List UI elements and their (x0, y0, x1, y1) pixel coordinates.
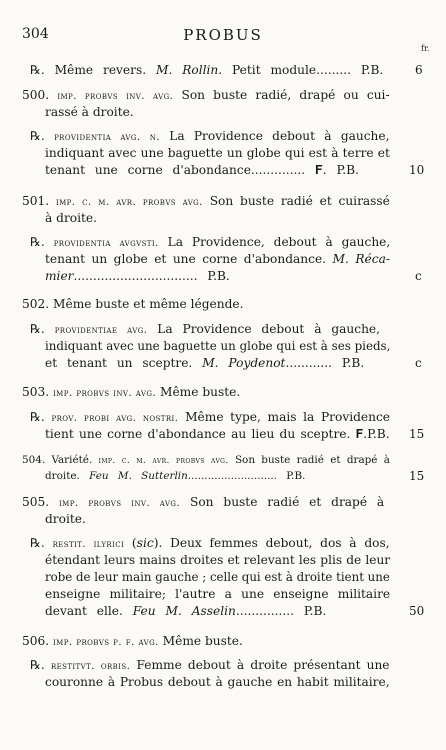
line-segment: La Providence debout à gauche, (160, 129, 390, 143)
legend-inscription: restitvt. orbis. (50, 660, 131, 672)
text-line (22, 494, 384, 511)
line-segment: La Providence, debout à gauche, (158, 235, 391, 249)
line-segment: Même buste. (156, 385, 241, 399)
price-value: 15 (409, 427, 425, 441)
text-line (30, 657, 390, 674)
line-segment: robe de leur main gauche ; celle qui est à droite tient une (45, 570, 390, 584)
line-segment: Femme debout à droite présentant une (130, 658, 390, 672)
line-segment: ℞. (30, 410, 52, 424)
legend-inscription: providentia avgvsti. (53, 237, 159, 249)
price-value: 6 (415, 63, 423, 77)
legend-inscription: providentiae avg. (54, 324, 148, 336)
text-line (45, 674, 390, 690)
line-segment: étendant leurs mains droites et relevant les plis de leur (45, 553, 391, 567)
collector-name: M. Réca- (332, 252, 390, 266)
text-line (45, 468, 305, 484)
line-segment: Même type, mais la Providence (178, 410, 391, 424)
text-line (22, 452, 390, 469)
text-line (30, 321, 380, 338)
line-segment: Son buste radié, drapé ou cui- (173, 88, 390, 102)
line-segment: Son buste radié et cuirassé (202, 194, 390, 208)
legend-inscription: imp. c. m. avr. probvs avg. (55, 196, 203, 208)
text-line (22, 384, 240, 401)
price-value: 10 (409, 163, 425, 177)
line-segment: ............ P.B. (285, 356, 365, 370)
text-line (45, 162, 359, 178)
line-segment: couronne à Probus debout à gauche en habit militaire, (45, 675, 390, 689)
line-segment: 501. (22, 194, 56, 208)
text-line (45, 210, 97, 226)
text-line (30, 128, 390, 145)
text-line (45, 268, 230, 284)
currency-header: fr. (421, 44, 430, 53)
line-segment: enseigne militaire; l'autre a une enseigne militaire (45, 587, 391, 601)
text-line (45, 104, 134, 120)
text-line (22, 633, 243, 650)
price-value: c (415, 269, 422, 283)
text-line (30, 62, 383, 78)
text-line (45, 603, 326, 619)
legend-inscription: imp. probvs p. f. avg. (53, 636, 159, 648)
line-segment: et tenant un sceptre. (45, 356, 203, 370)
line-segment: Son buste radié et drapé à (180, 495, 385, 509)
text-line (45, 569, 390, 585)
line-segment: droite. (45, 512, 86, 526)
line-segment: Même buste. (158, 634, 243, 648)
line-segment: devant elle. (45, 604, 133, 618)
line-segment: Son buste radié et drapé à (228, 454, 390, 466)
legend-inscription: imp. c. m. avr. probvs avg. (98, 456, 229, 466)
text-line (22, 87, 390, 104)
text-line (22, 296, 244, 312)
line-segment: ( (124, 536, 137, 550)
line-segment: ℞. (30, 536, 53, 550)
line-segment: indiquant avec une baguette un globe qui est à terre et (45, 146, 390, 160)
line-segment: ℞. (30, 322, 55, 336)
line-segment: ℞. (30, 235, 54, 249)
line-segment: La Providence debout à gauche, (147, 322, 381, 336)
collector-name: Feu M. Sutterlin (89, 470, 188, 482)
price-value: 50 (409, 604, 425, 618)
text-line (45, 355, 364, 371)
line-segment: 502. Même buste et même légende. (22, 297, 244, 311)
line-segment: ℞. Même revers. (30, 63, 156, 77)
legend-inscription: restit. ilyrici (52, 538, 125, 550)
line-segment: tenant un globe et une corne d'abondance. (45, 252, 333, 266)
line-segment: ........................... P.B. (187, 470, 306, 482)
text-line (45, 586, 390, 602)
text-line (45, 251, 390, 267)
collector-name: M. Poydenot (202, 356, 286, 370)
line-segment: tenant une corne d'abondance.............. 𝐅. P.B. (45, 163, 359, 177)
line-segment: ............... P.B. (235, 604, 327, 618)
text-line (45, 145, 390, 161)
line-segment: 503. (22, 385, 54, 399)
collector-name: Feu M. Asselin (132, 604, 236, 618)
line-segment: 505. (22, 495, 60, 509)
text-line (22, 193, 390, 210)
page-number: 304 (22, 26, 49, 42)
line-segment: droite. (45, 470, 90, 482)
text-line (45, 338, 390, 354)
legend-inscription: imp. probvs inv. avg. (53, 387, 157, 399)
line-segment: Petit module......... P.B. (222, 63, 384, 77)
text-line (45, 511, 86, 527)
collector-name: mier (45, 269, 74, 283)
text-line (30, 234, 390, 251)
price-value: c (415, 356, 422, 370)
line-segment: rassé à droite. (45, 105, 134, 119)
line-segment: 504. Variété. (22, 454, 99, 466)
line-segment: indiquant avec une baguette un globe qui est à ses pieds, (45, 339, 391, 353)
page-title: PROBUS (183, 26, 263, 44)
line-segment: ℞. (30, 129, 55, 143)
line-segment: 506. (22, 634, 54, 648)
legend-inscription: providentia avg. n. (54, 131, 160, 143)
price-value: 15 (409, 469, 425, 483)
collector-name: sic (136, 536, 154, 550)
text-line (45, 552, 390, 568)
legend-inscription: prov. probi avg. nostri. (51, 412, 179, 424)
legend-inscription: imp. probvs inv. avg. (57, 90, 174, 102)
text-line (45, 426, 390, 442)
legend-inscription: imp. probvs inv. avg. (59, 497, 181, 509)
collector-name: M. Rollin. (155, 63, 223, 77)
line-segment: ℞. (30, 658, 51, 672)
line-segment: tient une corne d'abondance au lieu du sceptre. 𝐅.P.B. (45, 427, 390, 441)
text-line (30, 535, 390, 552)
line-segment: ................................ P.B. (73, 269, 230, 283)
line-segment: à droite. (45, 211, 97, 225)
text-line (30, 409, 390, 426)
line-segment: 500. (22, 88, 58, 102)
line-segment: ). Deux femmes debout, dos à dos, (153, 536, 390, 550)
